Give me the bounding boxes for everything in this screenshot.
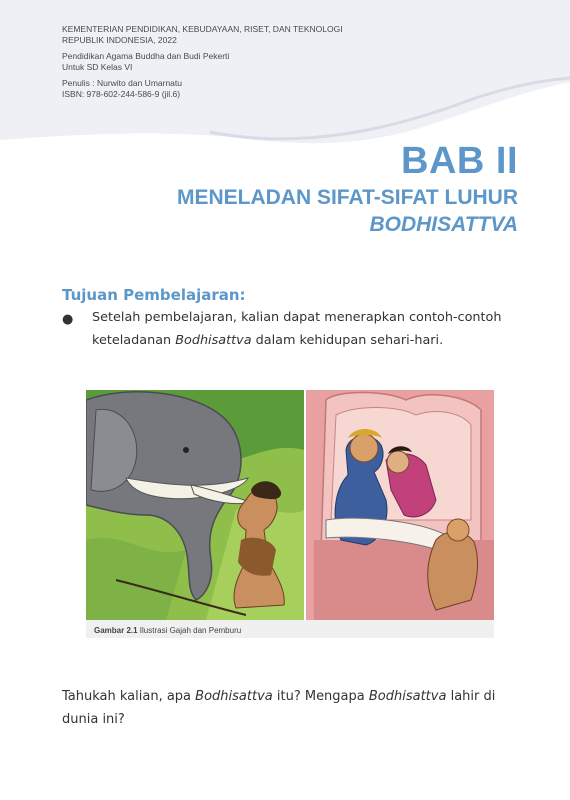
learning-goal-item: Setelah pembelajaran, kalian dapat menerapkan contoh-contoh keteladanan Bodhisattva dalam kehidupan sehari-hari. xyxy=(92,310,502,348)
chapter-title: MENELADAN SIFAT-SIFAT LUHUR xyxy=(176,186,518,209)
chapter-subtitle: BODHISATTVA xyxy=(369,213,518,236)
intro-question: Tahukah kalian, apa Bodhisattva itu? Mengapa Bodhisattva lahir di dunia ini? xyxy=(62,689,496,727)
chapter-number: BAB II xyxy=(401,140,518,182)
learning-goals-heading: Tujuan Pembelajaran: xyxy=(62,286,246,304)
book-authors: Penulis : Nurwito dan Umarnatu xyxy=(62,78,183,88)
book-title: Pendidikan Agama Buddha dan Budi Pekerti xyxy=(62,51,230,61)
publisher-line: KEMENTERIAN PENDIDIKAN, KEBUDAYAAN, RISET, DAN TEKNOLOGI xyxy=(62,24,343,34)
figure-elephant-hunter xyxy=(86,390,494,638)
book-info xyxy=(62,24,343,105)
publisher-year: REPUBLIK INDONESIA, 2022 xyxy=(62,35,177,45)
figure-caption: Gambar 2.1 Ilustrasi Gajah dan Pemburu xyxy=(94,626,242,635)
book-grade: Untuk SD Kelas VI xyxy=(62,62,133,72)
book-isbn: ISBN: 978-602-244-586-9 (jil.6) xyxy=(62,89,181,99)
illustration xyxy=(86,390,494,620)
bullet-icon: ● xyxy=(62,312,74,327)
